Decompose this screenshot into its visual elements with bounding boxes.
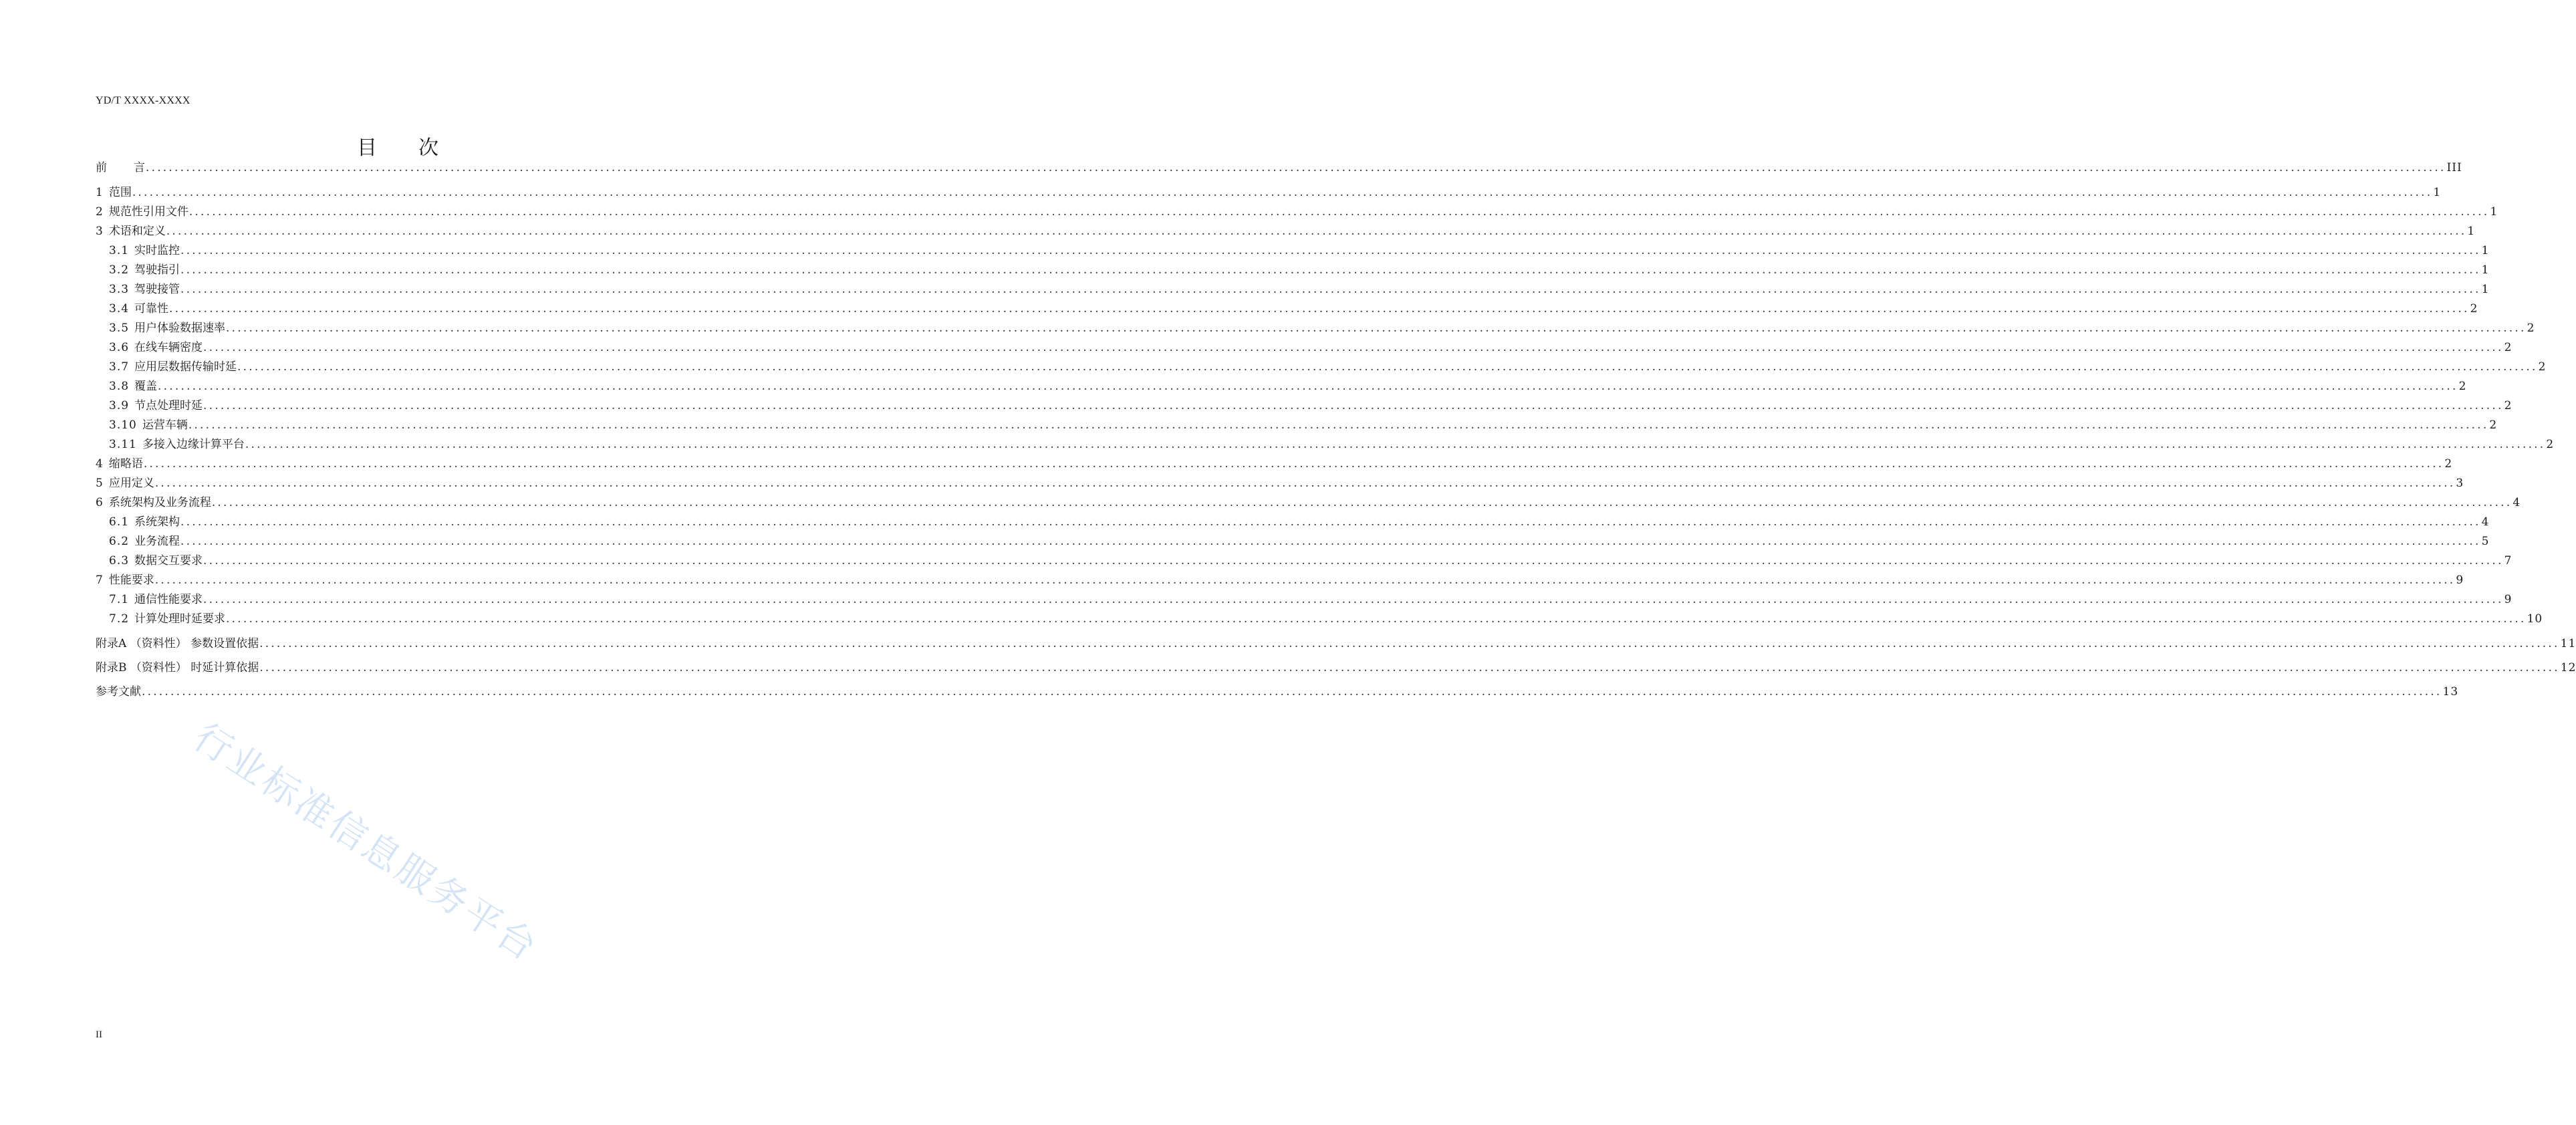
toc-entry[interactable] bbox=[96, 591, 2513, 608]
toc-entry-title: 节点处理时延 bbox=[134, 399, 203, 412]
toc-entry-title: 计算处理时延要求 bbox=[134, 612, 226, 626]
document-code: YD/T XXXX-XXXX bbox=[96, 95, 190, 106]
toc-entry-label bbox=[96, 683, 141, 701]
toc-entry-label bbox=[96, 635, 259, 652]
dot-leader: ................................................................................................................................................................................................................................................................................................................................................................................................................ bbox=[180, 515, 2481, 529]
toc-entry[interactable] bbox=[96, 436, 2555, 453]
toc-entry[interactable] bbox=[96, 378, 2467, 395]
toc-entry-title: 附录A （资料性） 参数设置依据 bbox=[96, 637, 259, 650]
toc-entry[interactable] bbox=[96, 397, 2513, 414]
toc-entry[interactable] bbox=[96, 261, 2490, 279]
toc-entry-page: 1 bbox=[2490, 205, 2498, 219]
toc-entry-number: 3.11 bbox=[109, 438, 137, 451]
toc-entry-page: 2 bbox=[2527, 322, 2535, 335]
toc-entry-number: 5 bbox=[96, 477, 104, 490]
toc-title-char-1: 目 bbox=[357, 136, 377, 160]
toc-entry[interactable] bbox=[96, 533, 2490, 550]
toc-entry-title: 前 言 bbox=[96, 161, 145, 174]
toc-entry-label bbox=[96, 659, 259, 676]
toc-entry[interactable] bbox=[96, 300, 2478, 318]
toc-entry-page: 1 bbox=[2481, 283, 2490, 296]
dot-leader: ................................................................................................................................................................................................................................................................................................................................................................................................................ bbox=[143, 457, 2444, 471]
toc-entry-number: 7.1 bbox=[109, 593, 130, 606]
dot-leader: ................................................................................................................................................................................................................................................................................................................................................................................................................ bbox=[180, 283, 2481, 296]
toc-entry-title: 运营车辆 bbox=[142, 418, 188, 432]
toc-entry[interactable] bbox=[96, 281, 2490, 298]
toc-entry-title: 系统架构及业务流程 bbox=[108, 496, 211, 509]
toc-entry-number: 6.3 bbox=[109, 554, 130, 568]
toc-entry[interactable] bbox=[96, 159, 2462, 176]
toc-entry-number: 3.3 bbox=[109, 283, 130, 296]
dot-leader: ................................................................................................................................................................................................................................................................................................................................................................................................................ bbox=[180, 535, 2481, 548]
dot-leader: ................................................................................................................................................................................................................................................................................................................................................................................................................ bbox=[203, 399, 2504, 412]
toc-entry-number: 7.2 bbox=[109, 612, 130, 626]
toc-entry[interactable] bbox=[96, 475, 2464, 492]
toc-entry-label bbox=[96, 572, 154, 589]
toc-entry-label bbox=[96, 475, 154, 492]
toc-entry-number: 6.2 bbox=[109, 535, 130, 548]
toc-entry-label bbox=[96, 455, 143, 473]
toc-entry-title: 覆盖 bbox=[134, 380, 158, 393]
toc-entry-title: 术语和定义 bbox=[108, 225, 166, 238]
dot-leader: ................................................................................................................................................................................................................................................................................................................................................................................................................ bbox=[211, 496, 2513, 509]
toc-entry-title: 数据交互要求 bbox=[134, 554, 203, 568]
dot-leader: ................................................................................................................................................................................................................................................................................................................................................................................................................ bbox=[203, 341, 2504, 354]
toc-entry-title: 应用层数据传输时延 bbox=[134, 360, 237, 374]
toc-entry[interactable] bbox=[96, 635, 2576, 652]
toc-entry-title: 参考文献 bbox=[96, 685, 141, 699]
toc-entry-page: 4 bbox=[2481, 515, 2490, 529]
toc-title bbox=[0, 131, 795, 160]
toc-entry-page: 2 bbox=[2444, 457, 2453, 471]
dot-leader: ................................................................................................................................................................................................................................................................................................................................................................................................................ bbox=[245, 438, 2546, 451]
toc-entry-page: 12 bbox=[2560, 661, 2576, 674]
toc-entry-page: 2 bbox=[2470, 302, 2478, 316]
toc-entry-number: 3.10 bbox=[109, 418, 137, 432]
toc-entry-page: 9 bbox=[2504, 593, 2513, 606]
toc-entry-number: 7 bbox=[96, 574, 104, 587]
toc-entry-label bbox=[96, 610, 225, 628]
dot-leader: ................................................................................................................................................................................................................................................................................................................................................................................................................ bbox=[237, 360, 2538, 374]
toc-entry-number: 1 bbox=[96, 186, 104, 199]
toc-entry[interactable] bbox=[96, 659, 2576, 676]
toc-entry-title: 驾驶接管 bbox=[134, 283, 180, 296]
dot-leader: ................................................................................................................................................................................................................................................................................................................................................................................................................ bbox=[226, 612, 2527, 626]
toc-entry[interactable] bbox=[96, 339, 2513, 356]
toc-entry-number: 3.2 bbox=[109, 263, 130, 277]
toc-entry-page: 5 bbox=[2481, 535, 2490, 548]
toc-entry-page: 2 bbox=[2538, 360, 2547, 374]
toc-entry-title: 用户体验数据速率 bbox=[134, 322, 226, 335]
toc-entry-number: 3.9 bbox=[109, 399, 130, 412]
toc-entry-number: 3.4 bbox=[109, 302, 130, 316]
toc-entry[interactable] bbox=[96, 494, 2521, 511]
toc-entry-label bbox=[96, 320, 225, 337]
toc-entry-title: 缩略语 bbox=[108, 457, 143, 471]
toc-entry-label bbox=[96, 358, 237, 376]
toc-entry-number: 3.5 bbox=[109, 322, 130, 335]
toc-entry-label bbox=[96, 416, 188, 434]
toc-entry[interactable] bbox=[96, 610, 2543, 628]
toc-entry-title: 附录B （资料性） 时延计算依据 bbox=[96, 661, 259, 674]
toc-entry-number: 6.1 bbox=[109, 515, 130, 529]
dot-leader: ................................................................................................................................................................................................................................................................................................................................................................................................................ bbox=[158, 380, 2458, 393]
toc-entry-page: 2 bbox=[2504, 399, 2513, 412]
toc-entry[interactable] bbox=[96, 358, 2547, 376]
toc-entry[interactable] bbox=[96, 223, 2476, 240]
toc-entry-number: 4 bbox=[96, 457, 104, 471]
toc-entry-number: 3.8 bbox=[109, 380, 130, 393]
toc-entry-page: 2 bbox=[2504, 341, 2513, 354]
toc-entry-page: 3 bbox=[2456, 477, 2464, 490]
dot-leader: ................................................................................................................................................................................................................................................................................................................................................................................................................ bbox=[169, 302, 2470, 316]
toc-entry-page: 1 bbox=[2433, 186, 2442, 199]
toc-entry-page: 1 bbox=[2481, 263, 2490, 277]
toc-entry-page: 11 bbox=[2560, 637, 2576, 650]
toc-entry-label bbox=[96, 223, 166, 240]
toc-entry-title: 业务流程 bbox=[134, 535, 180, 548]
toc-entry-page: 13 bbox=[2442, 685, 2459, 699]
toc-entry-page: 9 bbox=[2456, 574, 2464, 587]
toc-entry-number: 3.6 bbox=[109, 341, 130, 354]
dot-leader: ................................................................................................................................................................................................................................................................................................................................................................................................................ bbox=[259, 637, 2560, 650]
toc-entry-label bbox=[96, 397, 203, 414]
toc-entry-label bbox=[96, 261, 180, 279]
dot-leader: ................................................................................................................................................................................................................................................................................................................................................................................................................ bbox=[142, 685, 2442, 699]
toc-entry[interactable] bbox=[96, 203, 2498, 221]
toc-entry-label bbox=[96, 159, 145, 176]
toc-entry[interactable] bbox=[96, 242, 2490, 259]
dot-leader: ................................................................................................................................................................................................................................................................................................................................................................................................................ bbox=[188, 205, 2490, 219]
toc-entry-label bbox=[96, 300, 168, 318]
toc-entry[interactable] bbox=[96, 572, 2464, 589]
toc-entry-title: 实时监控 bbox=[134, 244, 180, 257]
toc-entry[interactable] bbox=[96, 683, 2459, 701]
dot-leader: ................................................................................................................................................................................................................................................................................................................................................................................................................ bbox=[154, 477, 2456, 490]
toc-entry-number: 3.1 bbox=[109, 244, 130, 257]
dot-leader: ................................................................................................................................................................................................................................................................................................................................................................................................................ bbox=[180, 244, 2481, 257]
watermark: 行业标准信息服务平台 bbox=[186, 715, 546, 971]
toc-entry-title: 系统架构 bbox=[134, 515, 180, 529]
toc-entry-page: 1 bbox=[2467, 225, 2476, 238]
toc-entry-title: 通信性能要求 bbox=[134, 593, 203, 606]
dot-leader: ................................................................................................................................................................................................................................................................................................................................................................................................................ bbox=[226, 322, 2527, 335]
toc-entry-number: 2 bbox=[96, 205, 104, 219]
toc-entry-title: 多接入边缘计算平台 bbox=[142, 438, 245, 451]
toc-entry-page: 1 bbox=[2481, 244, 2490, 257]
dot-leader: ................................................................................................................................................................................................................................................................................................................................................................................................................ bbox=[203, 554, 2504, 568]
toc-entry-page: 10 bbox=[2527, 612, 2543, 626]
toc-entry-page: III bbox=[2446, 161, 2462, 174]
dot-leader: ................................................................................................................................................................................................................................................................................................................................................................................................................ bbox=[188, 418, 2489, 432]
toc-entry-label bbox=[96, 378, 157, 395]
dot-leader: ................................................................................................................................................................................................................................................................................................................................................................................................................ bbox=[132, 186, 2433, 199]
toc-entry-label bbox=[96, 591, 203, 608]
dot-leader: ................................................................................................................................................................................................................................................................................................................................................................................................................ bbox=[154, 574, 2456, 587]
toc-entry-page: 2 bbox=[2458, 380, 2467, 393]
toc-entry-page: 2 bbox=[2489, 418, 2498, 432]
toc-entry-title: 在线车辆密度 bbox=[134, 341, 203, 354]
dot-leader: ................................................................................................................................................................................................................................................................................................................................................................................................................ bbox=[259, 661, 2560, 674]
toc-entry[interactable] bbox=[96, 416, 2498, 434]
toc-entry-title: 应用定义 bbox=[108, 477, 154, 490]
toc-entry-label bbox=[96, 494, 211, 511]
dot-leader: ................................................................................................................................................................................................................................................................................................................................................................................................................ bbox=[146, 161, 2446, 174]
toc-entry-label bbox=[96, 281, 180, 298]
toc-entry-label bbox=[96, 339, 203, 356]
toc-entry[interactable] bbox=[96, 455, 2453, 473]
toc-entry-title: 可靠性 bbox=[134, 302, 169, 316]
toc-entry[interactable] bbox=[96, 513, 2490, 531]
toc-entry-page: 4 bbox=[2513, 496, 2521, 509]
toc-entry-label bbox=[96, 533, 180, 550]
toc-entry[interactable] bbox=[96, 184, 2442, 201]
toc-entry-label bbox=[96, 184, 132, 201]
toc-entry-title: 驾驶指引 bbox=[134, 263, 180, 277]
toc-entry-page: 2 bbox=[2546, 438, 2555, 451]
toc-entry-title: 规范性引用文件 bbox=[108, 205, 188, 219]
toc-entry-label bbox=[96, 513, 180, 531]
toc-entry-label bbox=[96, 552, 203, 570]
toc-entry-label bbox=[96, 436, 245, 453]
toc-entry[interactable] bbox=[96, 552, 2513, 570]
page-number: II bbox=[96, 1029, 102, 1040]
dot-leader: ................................................................................................................................................................................................................................................................................................................................................................................................................ bbox=[180, 263, 2481, 277]
toc-entry-page: 7 bbox=[2504, 554, 2513, 568]
toc-entry-number: 3 bbox=[96, 225, 104, 238]
toc-entry-number: 6 bbox=[96, 496, 104, 509]
toc-entry-title: 范围 bbox=[108, 186, 132, 199]
toc-title-char-2: 次 bbox=[418, 136, 438, 160]
toc-entry-title: 性能要求 bbox=[108, 574, 154, 587]
dot-leader: ................................................................................................................................................................................................................................................................................................................................................................................................................ bbox=[166, 225, 2467, 238]
dot-leader: ................................................................................................................................................................................................................................................................................................................................................................................................................ bbox=[203, 593, 2504, 606]
toc-entry-label bbox=[96, 203, 188, 221]
toc-entry-label bbox=[96, 242, 180, 259]
toc-entry-number: 3.7 bbox=[109, 360, 130, 374]
toc-entry[interactable] bbox=[96, 320, 2535, 337]
